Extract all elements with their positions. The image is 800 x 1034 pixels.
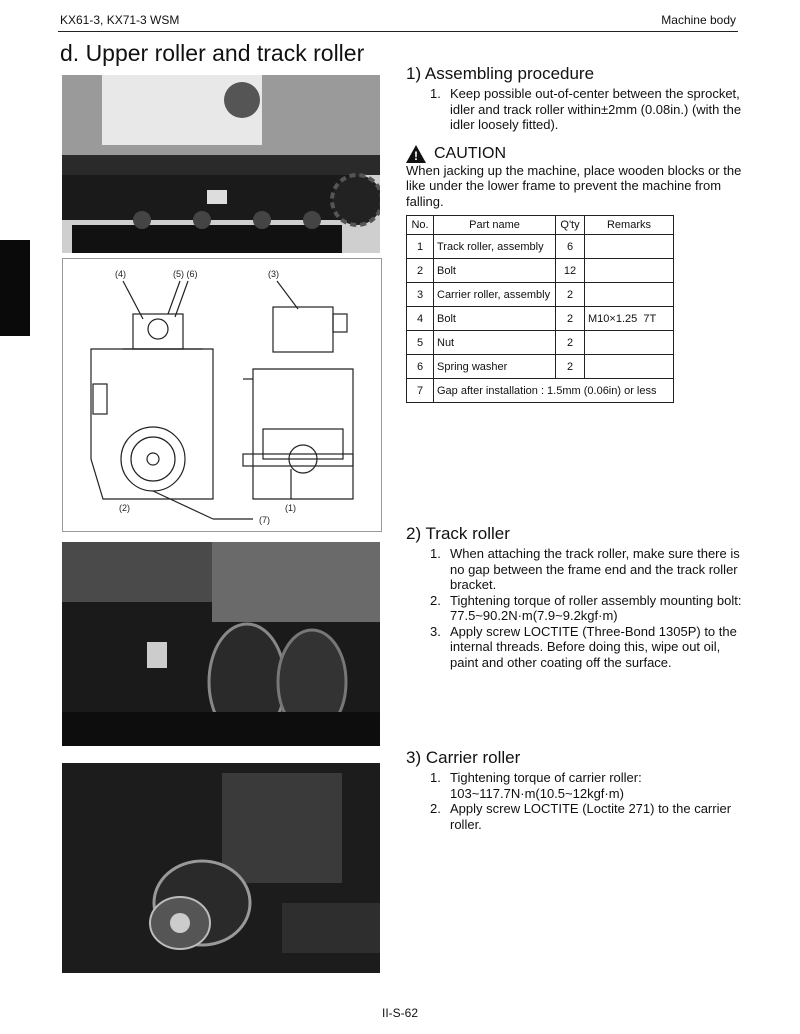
table-row bbox=[407, 307, 674, 331]
label-7: (7) bbox=[259, 515, 270, 525]
label-4: (4) bbox=[115, 269, 126, 279]
track-roller-heading: 2) Track roller bbox=[406, 524, 510, 543]
header-no: No. bbox=[407, 216, 434, 235]
track-roller-item bbox=[406, 624, 742, 671]
cell-no: 2 bbox=[407, 259, 434, 283]
side-tab-marker bbox=[0, 240, 30, 336]
cell-qty: 2 bbox=[556, 283, 585, 307]
carrier-roller-item bbox=[406, 801, 742, 832]
cell-name: Spring washer bbox=[434, 355, 556, 379]
assembling-heading: 1) Assembling procedure bbox=[406, 64, 595, 83]
cell-qty: 2 bbox=[556, 331, 585, 355]
item-number: 1. bbox=[430, 546, 441, 561]
caution-title: CAUTION bbox=[434, 144, 506, 162]
cell-name: Track roller, assembly bbox=[434, 235, 556, 259]
cell-no: 1 bbox=[407, 235, 434, 259]
item-number: 1. bbox=[430, 86, 441, 101]
cell-no: 7 bbox=[407, 379, 434, 403]
cell-remarks bbox=[585, 283, 674, 307]
item-text: Tightening torque of roller assembly mounting bolt: 77.5~90.2N·m(7.9~9.2kgf·m) bbox=[450, 592, 742, 623]
header-rule bbox=[58, 31, 738, 32]
item-text: Keep possible out-of-center between the sprocket, idler and track roller within±2mm (0.08in.) (with the idler loosely fitted). bbox=[450, 86, 742, 132]
header-model: KX61-3, KX71-3 WSM bbox=[60, 13, 180, 27]
table-row bbox=[407, 355, 674, 379]
cell-no: 3 bbox=[407, 283, 434, 307]
cell-name: Nut bbox=[434, 331, 556, 355]
cell-qty: 2 bbox=[556, 355, 585, 379]
header-part-name: Part name bbox=[434, 216, 556, 235]
table-row bbox=[407, 235, 674, 259]
cell-remarks bbox=[585, 355, 674, 379]
parts-table bbox=[406, 215, 674, 403]
carrier-roller-photo bbox=[62, 763, 380, 973]
item-number: 1. bbox=[430, 770, 441, 785]
cell-remarks bbox=[585, 235, 674, 259]
header-section: Machine body bbox=[661, 13, 736, 27]
assembling-item bbox=[406, 86, 742, 133]
cell-name: Bolt bbox=[434, 307, 556, 331]
label-1: (1) bbox=[285, 503, 296, 513]
label-5-6: (5) (6) bbox=[173, 269, 198, 279]
item-number: 3. bbox=[430, 623, 441, 639]
item-text: Apply screw LOCTITE (Loctite 271) to the carrier roller. bbox=[450, 801, 732, 832]
item-text: Apply screw LOCTITE (Three-Bond 1305P) to the internal threads. Before doing this, wipe out oil, paint and other coating off the surface. bbox=[450, 623, 737, 670]
carrier-roller-item bbox=[406, 770, 742, 801]
caution-text: When jacking up the machine, place wooden blocks or the like under the lower frame to prevent the machine from falling. bbox=[406, 162, 742, 209]
item-number: 2. bbox=[430, 801, 441, 816]
table-row bbox=[407, 283, 674, 307]
roller-diagram bbox=[62, 258, 382, 532]
header-qty: Q'ty bbox=[556, 216, 585, 235]
cell-qty: 12 bbox=[556, 259, 585, 283]
item-number: 2. bbox=[430, 592, 441, 608]
carrier-roller-section bbox=[406, 748, 742, 832]
page-number: II-S-62 bbox=[381, 1006, 418, 1020]
header-remarks: Remarks bbox=[585, 216, 674, 235]
item-text: When attaching the track roller, make sure there is no gap between the frame end and the track roller bracket. bbox=[450, 546, 740, 592]
label-3: (3) bbox=[268, 269, 279, 279]
cell-remarks bbox=[585, 331, 674, 355]
track-roller-photo bbox=[62, 542, 380, 746]
label-2: (2) bbox=[119, 503, 130, 513]
item-text: Tightening torque of carrier roller: 103~117.7N·m(10.5~12kgf·m) bbox=[450, 770, 642, 801]
table-row bbox=[407, 259, 674, 283]
cell-remarks bbox=[585, 259, 674, 283]
cell-no: 5 bbox=[407, 331, 434, 355]
assembling-section bbox=[406, 64, 742, 403]
table-row bbox=[407, 379, 674, 403]
table-header-row bbox=[407, 216, 674, 235]
cell-no: 4 bbox=[407, 307, 434, 331]
section-title: d. Upper roller and track roller bbox=[60, 40, 365, 66]
warning-triangle-icon: ! bbox=[406, 145, 426, 163]
table-row bbox=[407, 331, 674, 355]
track-roller-item bbox=[406, 546, 742, 593]
caution-heading bbox=[406, 145, 742, 163]
cell-qty: 2 bbox=[556, 307, 585, 331]
cell-name: Carrier roller, assembly bbox=[434, 283, 556, 307]
cell-name: Bolt bbox=[434, 259, 556, 283]
cell-no: 6 bbox=[407, 355, 434, 379]
track-roller-section bbox=[406, 524, 742, 670]
cell-remarks: M10×1.25 7T bbox=[585, 307, 674, 331]
machine-photo bbox=[62, 75, 380, 253]
carrier-roller-heading: 3) Carrier roller bbox=[406, 748, 521, 767]
track-roller-item bbox=[406, 593, 742, 624]
cell-qty: 6 bbox=[556, 235, 585, 259]
cell-gap-note: Gap after installation : 1.5mm (0.06in) or less bbox=[434, 379, 674, 403]
